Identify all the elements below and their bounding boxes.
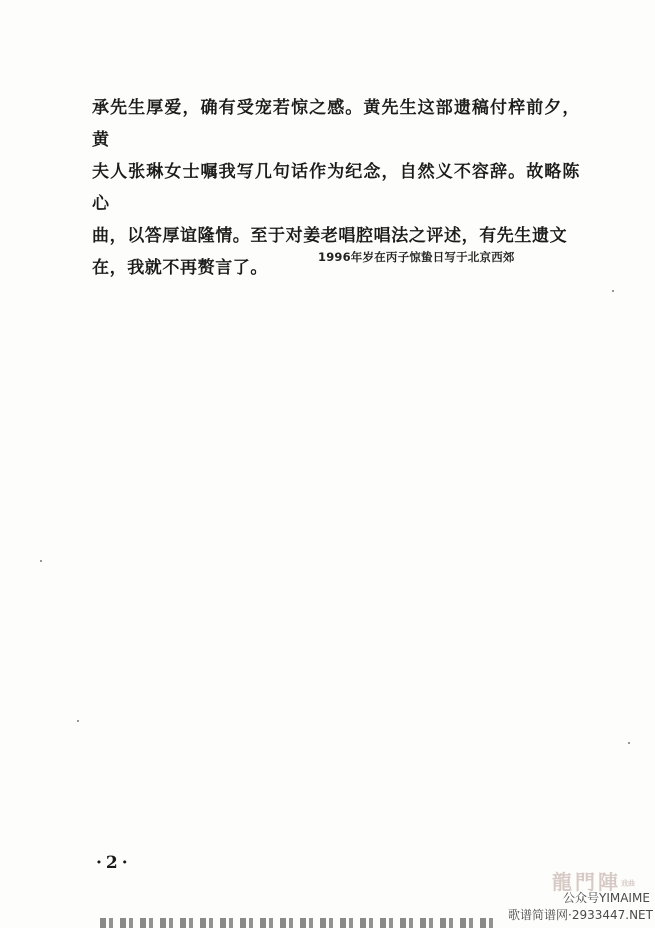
- body-line-1: 承先生厚爱，确有受宠若惊之感。黄先生这部遗稿付梓前夕，黄: [92, 98, 580, 150]
- body-line-4: 在，我就不再赘言了。: [92, 258, 268, 278]
- page-number-dot-left: ·: [96, 853, 106, 873]
- watermark-account: 公众号YIMAIME: [563, 891, 650, 905]
- scan-speck: [612, 290, 614, 292]
- page-number: [96, 853, 132, 873]
- body-line-3: 曲，以答厚谊隆情。至于对姜老唱腔唱法之评述，有先生遗文: [92, 226, 568, 246]
- watermark-logo-small: 戏曲: [621, 878, 635, 888]
- page-number-value: 2: [105, 853, 122, 873]
- watermark-site: 歌谱简谱网·2933447.NET: [508, 908, 653, 922]
- scan-edge-strip: [100, 918, 500, 928]
- signature-date-line: 1996年岁在丙子惊蛰日写于北京西郊: [318, 250, 515, 264]
- page-number-dot-right: ·: [121, 853, 132, 873]
- scan-speck: [40, 560, 42, 562]
- scan-speck: [628, 742, 630, 744]
- watermark-logo-text: 龍門陣: [552, 870, 621, 894]
- body-line-2: 夫人张琳女士嘱我写几句话作为纪念，自然义不容辞。故略陈心: [92, 162, 580, 214]
- scan-speck: [77, 720, 79, 722]
